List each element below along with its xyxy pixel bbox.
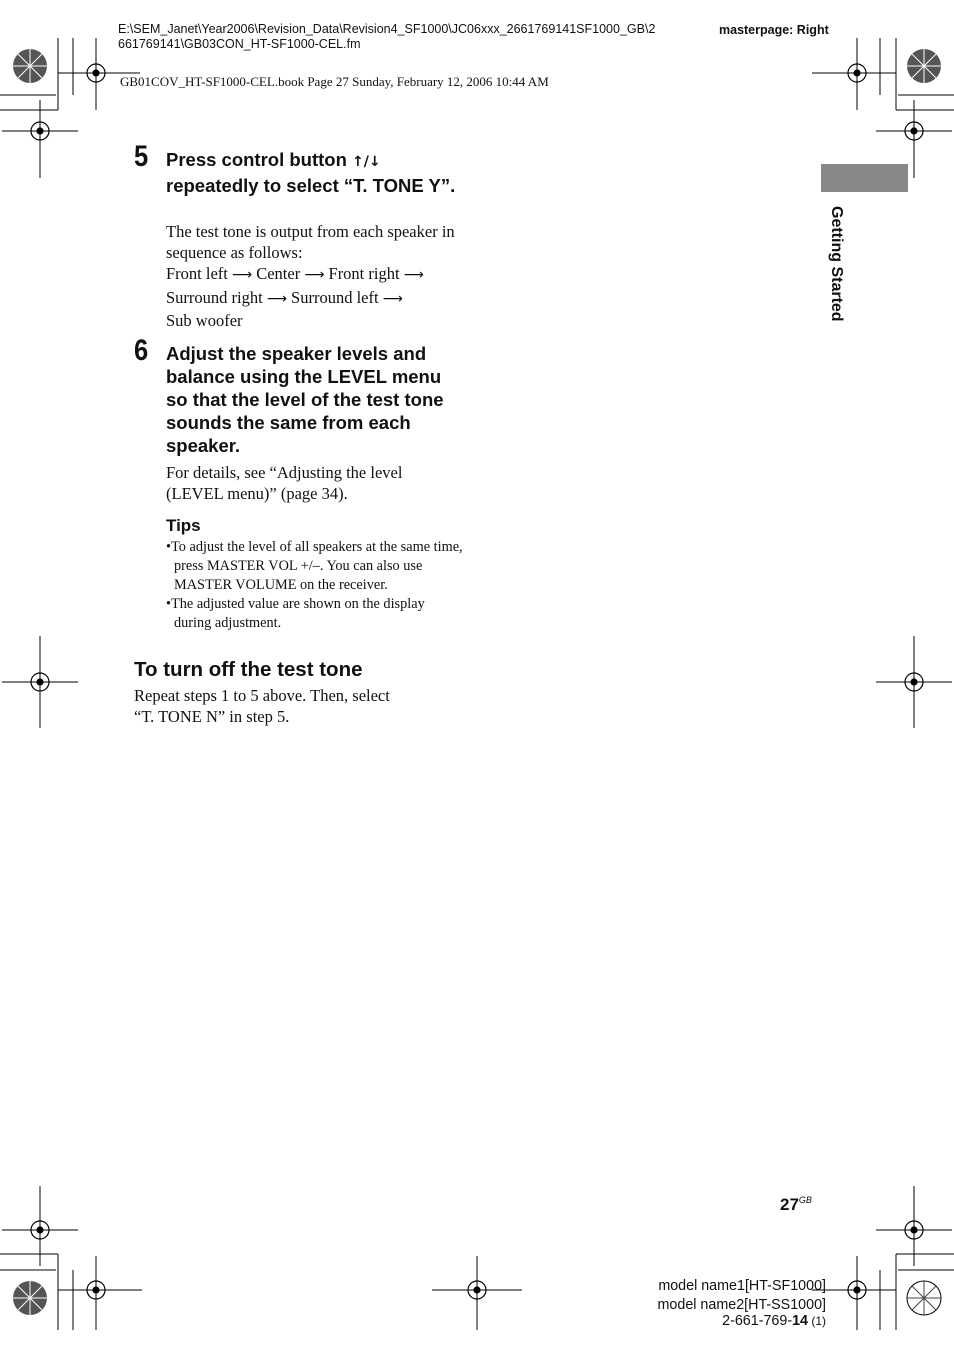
section-tab (821, 164, 908, 192)
step-5-heading (166, 148, 466, 197)
tip-item: •The adjusted value are shown on the display during adjustment. (166, 596, 425, 631)
section-body: Repeat steps 1 to 5 above. Then, select “T. TONE N” in step 5. (134, 686, 390, 727)
speaker-sequence-line2 (166, 287, 466, 310)
section-heading: To turn off the test tone (134, 658, 363, 681)
page-number: $27^{GB}$ (780, 1195, 812, 1214)
seq-item: Surround left (291, 287, 379, 307)
file-path-header (118, 22, 655, 52)
masterpage-label: masterpage: Right (719, 23, 829, 37)
seq-item: Front left (166, 264, 228, 284)
right-arrow-icon: ⟶ (232, 267, 253, 284)
file-path-line2: 661769141\GB03CON_HT-SF1000-CEL.fm (118, 37, 361, 51)
right-arrow-icon: ⟶ (266, 290, 287, 307)
page-number-suffix: GB (798, 1195, 812, 1205)
right-arrow-icon: ⟶ (382, 290, 403, 307)
step-number-6: 6 (134, 334, 149, 367)
step-5-heading-part1: Press control button (166, 149, 353, 170)
tips-heading: Tips (166, 516, 201, 535)
step-number-5: 5 (134, 140, 149, 173)
seq-item: Front right (328, 264, 400, 284)
speaker-sequence-line3 (166, 310, 466, 331)
speaker-sequence-line1 (166, 263, 466, 286)
seq-item: Sub woofer (166, 310, 243, 330)
step-6-heading: Adjust the speaker levels and balance using the LEVEL menu so that the level of the test tone sounds the same from each speaker. (166, 343, 444, 456)
model-name-1: model name1[HT-SF1000] (658, 1278, 826, 1294)
part-code: 2-661-769-14 (1) (722, 1313, 826, 1329)
step-5-heading-part2: repeatedly to select “T. TONE Y”. (166, 175, 456, 196)
tip-item: •To adjust the level of all speakers at the same time, press MASTER VOL +/–. You can also use MASTER VOLUME on the receiver. (166, 539, 463, 593)
file-path-line1: E:\SEM_Janet\Year2006\Revision_Data\Revision4_SF1000\JC06xxx_2661769141SF1000_GB\2 (118, 22, 656, 36)
book-info: GB01COV_HT-SF1000-CEL.book Page 27 Sunday, February 12, 2006 10:44 AM (120, 74, 549, 89)
tips-list (166, 538, 464, 633)
model-name-2: model name2[HT-SS1000] (657, 1297, 826, 1313)
right-arrow-icon: ⟶ (403, 267, 424, 284)
right-arrow-icon: ⟶ (304, 267, 325, 284)
step-5-body (166, 221, 466, 331)
section-tab-label: Getting Started (828, 206, 845, 322)
seq-item: Center (256, 264, 301, 284)
up-down-arrow-icon: ↑/↓ (352, 154, 381, 170)
step-5-intro: The test tone is output from each speaker in sequence as follows: (166, 222, 455, 263)
step-6-body: For details, see “Adjusting the level (LEVEL menu)” (page 34). (166, 463, 403, 504)
seq-item: Surround right (166, 287, 263, 307)
